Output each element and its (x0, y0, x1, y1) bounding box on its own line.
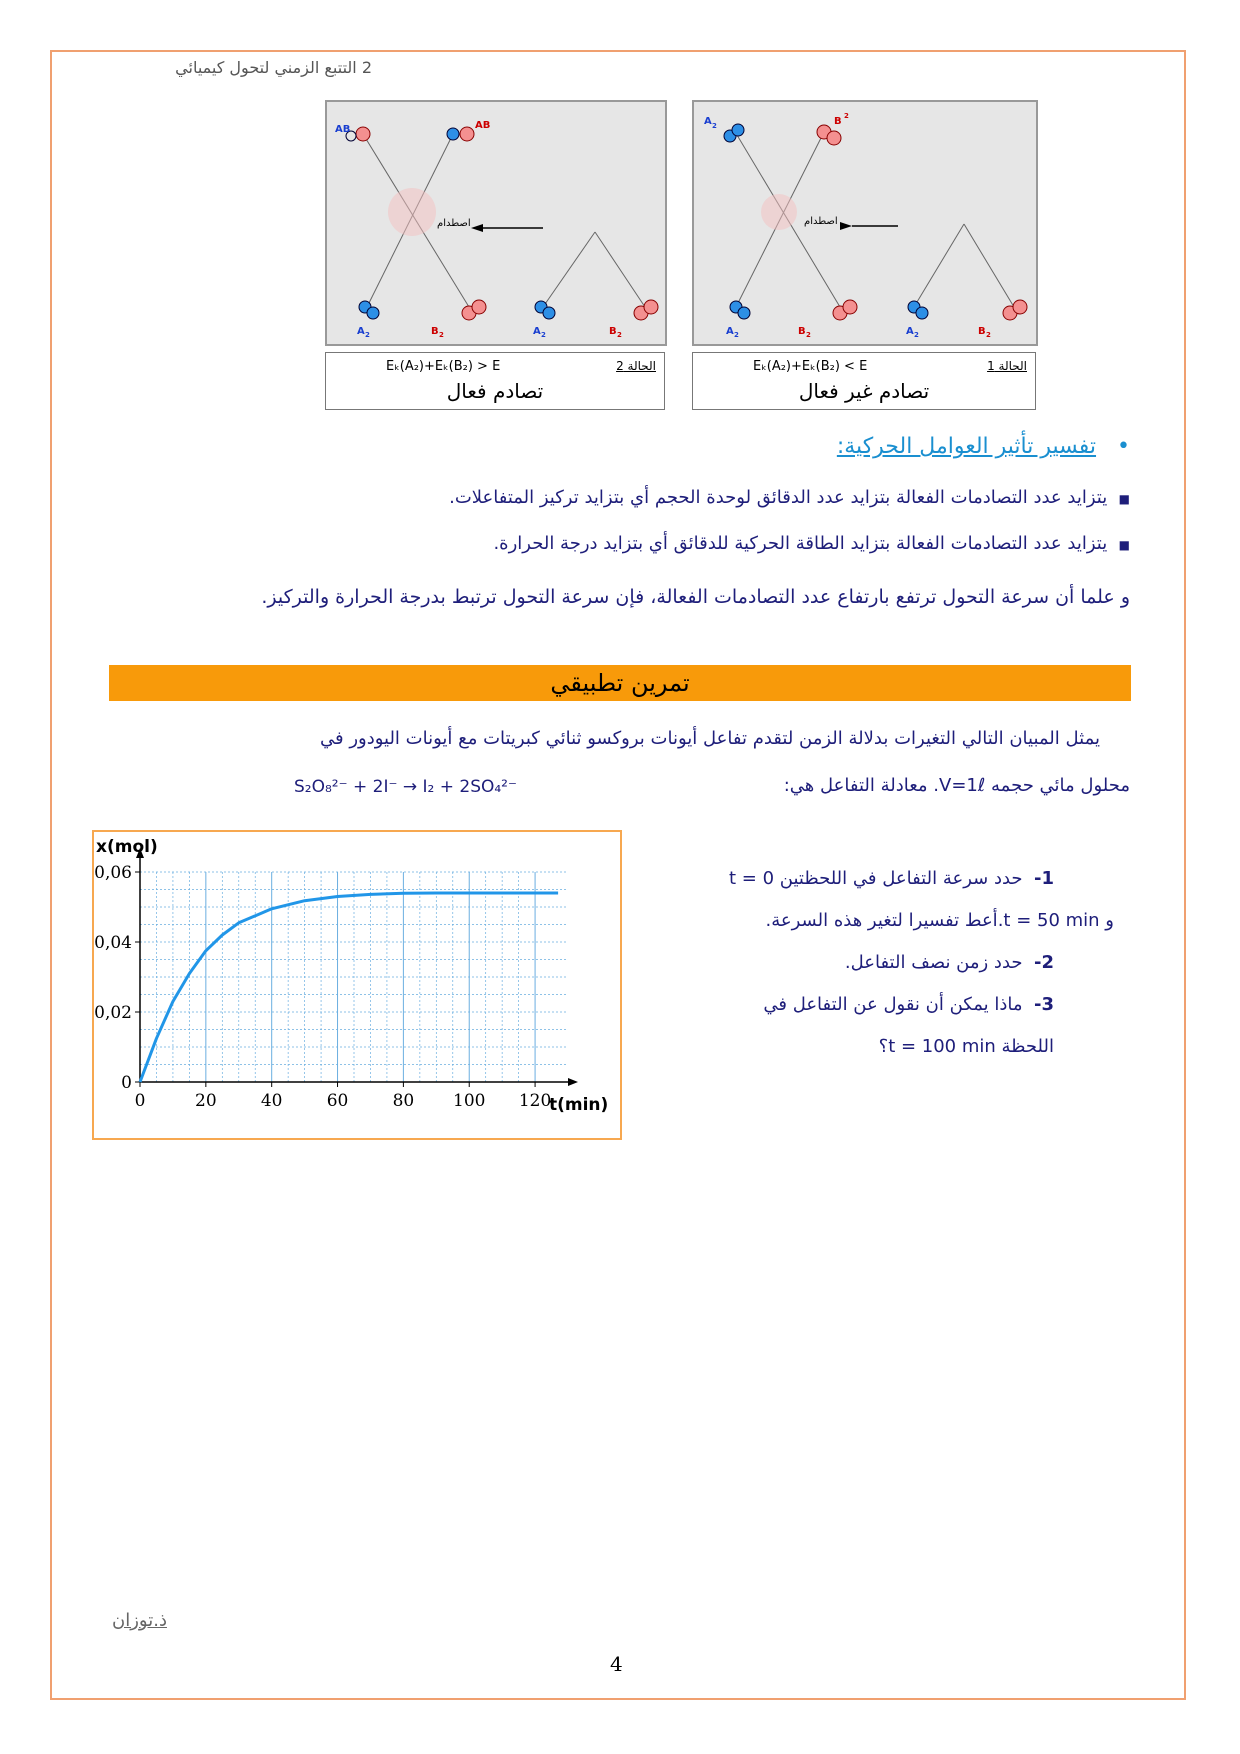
series-line (140, 893, 558, 1082)
question-line: 3- ماذا يمكن أن نقول عن التفاعل في (763, 994, 1054, 1015)
caption-equation: Eₖ(A₂)+Eₖ(B₂) > E (386, 359, 501, 374)
y-tick-label: 0,02 (94, 1003, 132, 1023)
x-tick-label: 0 (134, 1091, 146, 1111)
svg-text:A: A (906, 326, 914, 337)
exercise-title-bar (109, 665, 1131, 701)
exercise-title: تمرين تطبيقي (550, 669, 690, 697)
x-axis-label: t(min) (549, 1095, 609, 1115)
caption-title: تصادم فعال (446, 379, 544, 403)
question-line: 2- حدد زمن نصف التفاعل. (844, 952, 1054, 973)
svg-text:2: 2 (844, 112, 849, 120)
chart-svg (94, 832, 620, 1138)
svg-text:2: 2 (914, 331, 919, 339)
caption-ineffective (692, 352, 1036, 410)
svg-text:B: B (431, 326, 439, 337)
svg-text:2: 2 (712, 122, 717, 130)
exercise-intro: يمثل المبيان التالي التغيرات بدلالة الزمن لتقدم تفاعل أيونات بروكسو ثنائي كبريتات مع أيونات اليودور في (319, 728, 1100, 749)
question-line: و t = 50 min.أعط تفسيرا لتغير هذه السرعة. (765, 910, 1114, 931)
svg-text:B: B (978, 326, 986, 337)
svg-text:2: 2 (541, 331, 546, 339)
caption-equation: Eₖ(A₂)+Eₖ(B₂) < E (753, 359, 868, 374)
x-tick-label: 100 (453, 1091, 486, 1111)
bullet-item: ■ يتزايد عدد التصادمات الفعالة بتزايد عدد الدقائق لوحدة الحجم أي بتزايد تركيز المتفاعلات. (449, 487, 1130, 508)
svg-text:A: A (533, 326, 541, 337)
bullet-item: ■ يتزايد عدد التصادمات الفعالة بتزايد الطاقة الحركية للدقائق أي بتزايد درجة الحرارة. (493, 533, 1130, 554)
y-tick-label: 0,06 (94, 863, 132, 883)
caption-case: الحالة 2 (616, 359, 656, 373)
exercise-intro-2: محلول مائي حجمه V=1ℓ. معادلة التفاعل هي: (783, 775, 1130, 796)
svg-text:AB: AB (335, 124, 351, 135)
svg-text:B: B (834, 116, 842, 127)
svg-text:B: B (798, 326, 806, 337)
collision-figure-effective (325, 100, 667, 346)
page-header: 2 التتبع الزمني لتحول كيميائي (175, 58, 372, 77)
advancement-chart (92, 830, 622, 1140)
section-heading: • تفسير تأثير العوامل الحركية: (836, 434, 1130, 459)
author-signature: ذ.توزان (112, 1610, 167, 1631)
collision-figure-ineffective (692, 100, 1038, 346)
question-line: اللحظة t = 100 min؟ (878, 1036, 1054, 1057)
svg-text:A: A (704, 116, 712, 127)
svg-text:2: 2 (734, 331, 739, 339)
x-axis-arrow (568, 1078, 578, 1086)
svg-text:2: 2 (806, 331, 811, 339)
reaction-equation: S₂O₈²⁻ + 2I⁻ → I₂ + 2SO₄²⁻ (294, 777, 517, 797)
svg-text:AB: AB (475, 120, 491, 131)
x-tick-label: 120 (518, 1091, 552, 1111)
y-tick-label: 0,04 (94, 933, 132, 953)
svg-text:B: B (609, 326, 617, 337)
svg-text:A: A (357, 326, 365, 337)
page-number: 4 (610, 1652, 623, 1676)
svg-text:اصطدام: اصطدام (437, 218, 471, 229)
x-tick-label: 80 (392, 1091, 415, 1111)
svg-text:اصطدام: اصطدام (804, 216, 838, 227)
svg-text:2: 2 (617, 331, 622, 339)
caption-case: الحالة 1 (987, 359, 1027, 373)
svg-text:2: 2 (986, 331, 991, 339)
paragraph: و علما أن سرعة التحول ترتفع بارتفاع عدد التصادمات الفعالة، فإن سرعة التحول ترتبط بدرجة الحرارة والتركيز. (261, 586, 1130, 608)
x-tick-label: 20 (195, 1091, 217, 1111)
question-line: 1- حدد سرعة التفاعل في اللحظتين t = 0 (729, 868, 1054, 889)
questions-list (594, 858, 1114, 1068)
x-tick-label: 60 (326, 1091, 349, 1111)
x-tick-label: 40 (260, 1091, 283, 1111)
svg-text:A: A (726, 326, 734, 337)
y-tick-label: 0 (121, 1073, 132, 1093)
svg-text:2: 2 (439, 331, 444, 339)
svg-text:2: 2 (365, 331, 370, 339)
caption-title: تصادم غير فعال (798, 379, 930, 403)
y-axis-label: x(mol) (96, 837, 158, 857)
caption-effective (325, 352, 665, 410)
